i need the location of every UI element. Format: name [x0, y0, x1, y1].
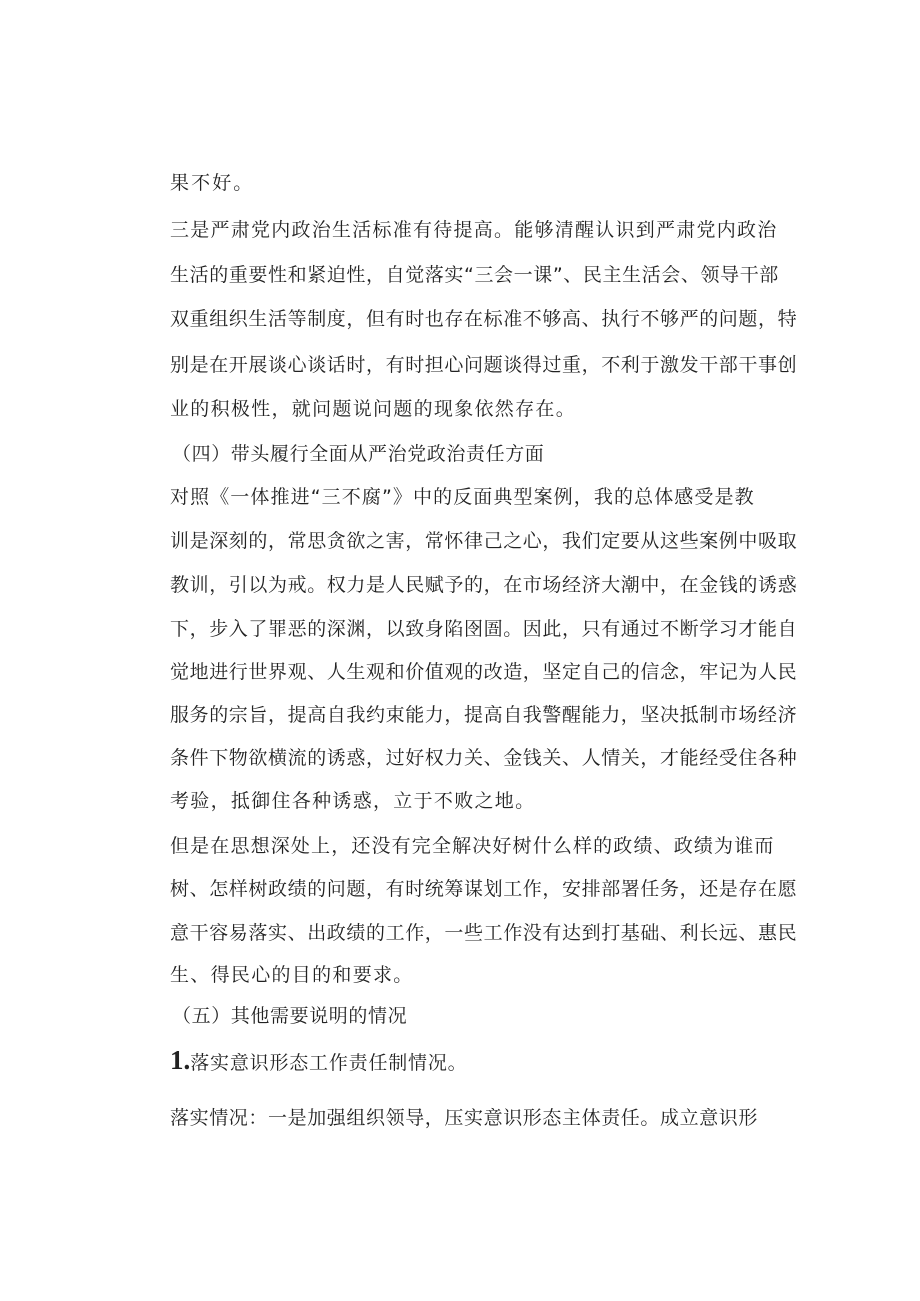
- paragraph-line: 下，步入了罪恶的深渊，以致身陷囹圄。因此，只有通过不断学习才能自: [170, 618, 798, 640]
- paragraph-line: 觉地进行世界观、人生观和价值观的改造，坚定自己的信念，牢记为人民: [170, 661, 798, 683]
- paragraph-line: 服务的宗旨，提高自我约束能力，提高自我警醒能力，坚决抵制市场经济: [170, 704, 798, 726]
- paragraph-line: 别是在开展谈心谈话时，有时担心问题谈得过重，不利于激发干部干事创: [170, 354, 798, 376]
- heading-text: 落实意识形态工作责任制情况。: [190, 1052, 468, 1074]
- paragraph-line: 对照《一体推进“三不腐”》中的反面典型案例，我的总体感受是教: [170, 486, 755, 508]
- paragraph-line: 三是严肃党内政治生活标准有待提高。能够清醒认识到严肃党内政治: [170, 219, 778, 241]
- paragraph-line: 生活的重要性和紧迫性，自觉落实“三会一课”、民主生活会、领导干部: [170, 264, 779, 286]
- paragraph-line: 教训，引以为戒。权力是人民赋予的，在市场经济大潮中，在金钱的诱惑: [170, 574, 798, 596]
- paragraph-line: 但是在思想深处上，还没有完全解决好树什么样的政绩、政绩为谁而: [170, 835, 775, 857]
- numbered-heading: [170, 1045, 467, 1076]
- section-heading-4: （四）带头履行全面从严治党政治责任方面: [172, 443, 545, 465]
- paragraph-line: 训是深刻的，常思贪欲之害，常怀律己之心，我们定要从这些案例中吸取: [170, 530, 798, 552]
- paragraph-line: 落实情况：一是加强组织领导，压实意识形态主体责任。成立意识形: [170, 1107, 759, 1129]
- heading-number: 1.: [170, 1045, 191, 1075]
- paragraph-line: 树、怎样树政绩的问题，有时统筹谋划工作，安排部署任务，还是存在愿: [170, 878, 798, 900]
- paragraph-line: 双重组织生活等制度，但有时也存在标准不够高、执行不够严的问题，特: [170, 308, 798, 330]
- paragraph-line: 意干容易落实、出政绩的工作，一些工作没有达到打基础、利长远、惠民: [170, 922, 798, 944]
- paragraph-line: 果不好。: [170, 172, 255, 194]
- paragraph-line: 生、得民心的目的和要求。: [170, 964, 414, 986]
- section-heading-5: （五）其他需要说明的情况: [172, 1005, 408, 1027]
- paragraph-line: 条件下物欲横流的诱惑，过好权力关、金钱关、人情关，才能经受住各种: [170, 747, 798, 769]
- paragraph-line: 考验，抵御住各种诱惑，立于不败之地。: [170, 790, 536, 812]
- paragraph-line: 业的积极性，就问题说问题的现象依然存在。: [170, 398, 577, 420]
